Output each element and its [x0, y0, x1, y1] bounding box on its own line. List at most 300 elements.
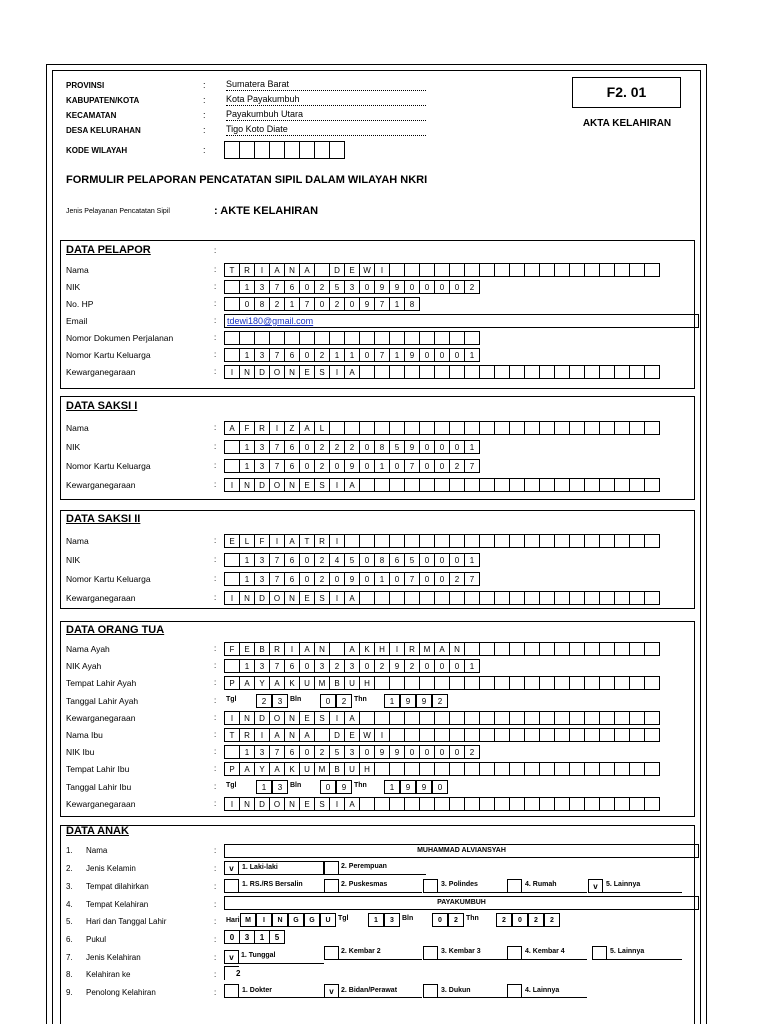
char-cell[interactable] [539, 365, 555, 379]
pukul-cell[interactable]: 3 [239, 930, 255, 944]
char-cell[interactable]: B [329, 762, 345, 776]
char-cell[interactable]: 1 [464, 440, 480, 454]
char-cell[interactable] [404, 591, 420, 605]
char-cell[interactable]: 7 [464, 459, 480, 473]
char-cell[interactable]: I [269, 421, 285, 435]
char-cell[interactable] [509, 711, 525, 725]
char-cell[interactable] [509, 591, 525, 605]
char-cell[interactable] [554, 762, 570, 776]
char-cell[interactable] [374, 591, 390, 605]
char-cell[interactable] [449, 711, 465, 725]
char-cell[interactable]: R [239, 728, 255, 742]
char-cell[interactable] [464, 642, 480, 656]
char-cell[interactable]: K [284, 762, 300, 776]
char-cell[interactable]: 1 [239, 572, 255, 586]
char-cell[interactable]: R [404, 642, 420, 656]
char-cell[interactable] [644, 365, 660, 379]
char-cell[interactable]: 2 [329, 297, 345, 311]
char-cell[interactable] [464, 728, 480, 742]
char-cell[interactable] [344, 421, 360, 435]
char-cell[interactable]: A [344, 797, 360, 811]
char-cell[interactable]: A [239, 762, 255, 776]
char-cell[interactable] [374, 534, 390, 548]
char-cell[interactable] [599, 728, 615, 742]
char-cell[interactable]: 0 [419, 553, 435, 567]
char-cell[interactable] [524, 797, 540, 811]
char-cell[interactable] [449, 762, 465, 776]
char-cell[interactable] [554, 797, 570, 811]
char-cell[interactable] [449, 591, 465, 605]
char-cell[interactable] [449, 676, 465, 690]
char-cell[interactable] [524, 591, 540, 605]
char-cell[interactable] [494, 421, 510, 435]
char-cell[interactable] [554, 263, 570, 277]
char-cell[interactable]: 1 [464, 659, 480, 673]
char-cell[interactable] [539, 642, 555, 656]
char-cell[interactable] [584, 365, 600, 379]
char-cell[interactable]: I [224, 478, 240, 492]
char-cell[interactable] [359, 365, 375, 379]
char-cell[interactable]: H [374, 642, 390, 656]
char-cell[interactable]: 1 [239, 745, 255, 759]
char-cell[interactable] [509, 642, 525, 656]
char-cell[interactable]: 5 [404, 553, 420, 567]
char-cell[interactable]: 9 [389, 745, 405, 759]
char-cell[interactable] [389, 591, 405, 605]
char-cell[interactable] [419, 534, 435, 548]
char-cell[interactable] [419, 797, 435, 811]
char-cell[interactable] [479, 797, 495, 811]
char-cell[interactable]: 9 [374, 745, 390, 759]
char-cell[interactable]: 3 [254, 280, 270, 294]
char-cell[interactable] [419, 711, 435, 725]
char-cell[interactable]: 7 [269, 553, 285, 567]
char-cell[interactable]: 3 [314, 659, 330, 673]
char-cell[interactable] [434, 591, 450, 605]
char-cell[interactable]: 1 [239, 440, 255, 454]
char-cell[interactable] [644, 478, 660, 492]
char-cell[interactable] [629, 534, 645, 548]
char-cell[interactable]: Y [254, 762, 270, 776]
char-cell[interactable] [494, 728, 510, 742]
char-cell[interactable]: D [254, 591, 270, 605]
char-cell[interactable] [374, 331, 390, 345]
char-cell[interactable] [389, 263, 405, 277]
char-cell[interactable]: E [299, 797, 315, 811]
char-cell[interactable] [464, 331, 480, 345]
char-cell[interactable] [359, 421, 375, 435]
char-cell[interactable] [509, 263, 525, 277]
char-cell[interactable]: E [224, 534, 240, 548]
char-cell[interactable]: 1 [374, 572, 390, 586]
char-cell[interactable] [599, 263, 615, 277]
char-cell[interactable]: A [239, 676, 255, 690]
char-cell[interactable] [539, 421, 555, 435]
char-cell[interactable] [584, 642, 600, 656]
char-cell[interactable] [584, 762, 600, 776]
char-cell[interactable] [614, 762, 630, 776]
char-cell[interactable] [629, 478, 645, 492]
char-cell[interactable] [599, 591, 615, 605]
char-cell[interactable]: D [329, 728, 345, 742]
char-cell[interactable]: 7 [404, 572, 420, 586]
char-cell[interactable] [644, 642, 660, 656]
char-cell[interactable]: A [344, 591, 360, 605]
char-cell[interactable]: 2 [329, 659, 345, 673]
char-cell[interactable] [419, 263, 435, 277]
char-cell[interactable] [509, 676, 525, 690]
char-cell[interactable]: 9 [344, 572, 360, 586]
char-cell[interactable]: I [329, 478, 345, 492]
char-cell[interactable]: E [344, 263, 360, 277]
char-cell[interactable] [389, 534, 405, 548]
char-cell[interactable] [539, 478, 555, 492]
date-cell[interactable]: 9 [400, 780, 416, 794]
char-cell[interactable]: 0 [434, 553, 450, 567]
char-cell[interactable] [569, 591, 585, 605]
cell[interactable] [269, 141, 285, 159]
char-cell[interactable] [464, 534, 480, 548]
char-cell[interactable]: I [329, 591, 345, 605]
char-cell[interactable]: E [239, 642, 255, 656]
char-cell[interactable]: N [284, 728, 300, 742]
char-cell[interactable]: 0 [434, 572, 450, 586]
char-cell[interactable] [554, 711, 570, 725]
char-cell[interactable]: U [299, 676, 315, 690]
char-cell[interactable] [614, 642, 630, 656]
char-cell[interactable]: 2 [314, 553, 330, 567]
char-cell[interactable]: 2 [314, 745, 330, 759]
char-cell[interactable]: 0 [449, 659, 465, 673]
checkbox[interactable] [224, 879, 239, 893]
char-cell[interactable]: N [239, 711, 255, 725]
char-cell[interactable]: O [269, 797, 285, 811]
char-cell[interactable]: T [299, 534, 315, 548]
char-cell[interactable] [389, 421, 405, 435]
char-cell[interactable]: A [284, 534, 300, 548]
char-cell[interactable]: F [239, 421, 255, 435]
char-cell[interactable] [569, 797, 585, 811]
char-cell[interactable]: 0 [344, 297, 360, 311]
char-cell[interactable] [614, 421, 630, 435]
char-cell[interactable] [644, 711, 660, 725]
char-cell[interactable]: E [299, 591, 315, 605]
char-cell[interactable] [359, 331, 375, 345]
char-cell[interactable]: U [344, 762, 360, 776]
char-cell[interactable] [494, 762, 510, 776]
char-cell[interactable] [404, 263, 420, 277]
char-cell[interactable]: 0 [329, 459, 345, 473]
date-cell[interactable]: 9 [416, 780, 432, 794]
char-cell[interactable] [494, 534, 510, 548]
char-cell[interactable] [224, 297, 240, 311]
char-cell[interactable]: 0 [299, 553, 315, 567]
char-cell[interactable]: I [329, 365, 345, 379]
char-cell[interactable] [644, 421, 660, 435]
char-cell[interactable] [479, 534, 495, 548]
date-cell[interactable]: 1 [384, 694, 400, 708]
char-cell[interactable] [644, 762, 660, 776]
char-cell[interactable]: 0 [449, 348, 465, 362]
char-cell[interactable]: 6 [284, 659, 300, 673]
char-cell[interactable]: 0 [419, 745, 435, 759]
char-cell[interactable]: 9 [389, 659, 405, 673]
char-cell[interactable]: 9 [359, 297, 375, 311]
char-cell[interactable] [419, 676, 435, 690]
char-cell[interactable] [419, 728, 435, 742]
char-cell[interactable]: 5 [344, 553, 360, 567]
date-cell[interactable]: 0 [320, 780, 336, 794]
char-cell[interactable] [599, 534, 615, 548]
char-cell[interactable]: 0 [359, 280, 375, 294]
char-cell[interactable] [359, 591, 375, 605]
char-cell[interactable] [494, 642, 510, 656]
char-cell[interactable] [359, 797, 375, 811]
char-cell[interactable] [224, 553, 240, 567]
hari-cell[interactable]: M [240, 913, 256, 927]
char-cell[interactable] [584, 711, 600, 725]
char-cell[interactable] [569, 478, 585, 492]
char-cell[interactable] [569, 263, 585, 277]
char-cell[interactable] [599, 676, 615, 690]
char-cell[interactable]: E [299, 711, 315, 725]
char-cell[interactable]: A [224, 421, 240, 435]
char-cell[interactable] [434, 365, 450, 379]
char-cell[interactable] [524, 421, 540, 435]
char-cell[interactable] [494, 478, 510, 492]
char-cell[interactable] [374, 676, 390, 690]
char-cell[interactable] [629, 711, 645, 725]
char-cell[interactable] [524, 642, 540, 656]
date-cell[interactable]: 0 [432, 913, 448, 927]
char-cell[interactable]: P [224, 762, 240, 776]
char-cell[interactable] [629, 263, 645, 277]
char-cell[interactable] [599, 478, 615, 492]
char-cell[interactable]: 8 [254, 297, 270, 311]
char-cell[interactable]: W [359, 263, 375, 277]
char-cell[interactable]: 1 [239, 659, 255, 673]
char-cell[interactable] [434, 728, 450, 742]
char-cell[interactable] [404, 797, 420, 811]
char-cell[interactable]: M [419, 642, 435, 656]
char-cell[interactable] [419, 331, 435, 345]
char-cell[interactable] [584, 478, 600, 492]
checkbox[interactable] [324, 861, 339, 875]
char-cell[interactable]: D [254, 478, 270, 492]
char-cell[interactable]: 7 [269, 440, 285, 454]
char-cell[interactable] [509, 797, 525, 811]
char-cell[interactable] [464, 676, 480, 690]
char-cell[interactable] [524, 728, 540, 742]
char-cell[interactable] [434, 711, 450, 725]
char-cell[interactable] [389, 365, 405, 379]
checkbox[interactable] [592, 946, 607, 960]
char-cell[interactable] [269, 331, 285, 345]
char-cell[interactable]: 2 [464, 745, 480, 759]
cell[interactable] [284, 141, 300, 159]
char-cell[interactable] [539, 711, 555, 725]
char-cell[interactable]: N [239, 478, 255, 492]
char-cell[interactable] [509, 421, 525, 435]
char-cell[interactable] [569, 676, 585, 690]
char-cell[interactable] [494, 711, 510, 725]
char-cell[interactable] [224, 459, 240, 473]
char-cell[interactable] [404, 478, 420, 492]
char-cell[interactable]: 0 [449, 745, 465, 759]
char-cell[interactable]: O [269, 365, 285, 379]
char-cell[interactable]: 6 [284, 745, 300, 759]
char-cell[interactable] [449, 263, 465, 277]
char-cell[interactable] [644, 591, 660, 605]
char-cell[interactable]: 0 [299, 348, 315, 362]
char-cell[interactable]: I [224, 591, 240, 605]
char-cell[interactable]: 5 [329, 745, 345, 759]
char-cell[interactable] [539, 762, 555, 776]
char-cell[interactable]: D [254, 365, 270, 379]
char-cell[interactable] [359, 478, 375, 492]
char-cell[interactable]: N [239, 591, 255, 605]
char-cell[interactable]: 1 [239, 280, 255, 294]
char-cell[interactable]: 6 [284, 440, 300, 454]
char-cell[interactable] [614, 711, 630, 725]
char-cell[interactable] [644, 534, 660, 548]
char-cell[interactable]: I [329, 534, 345, 548]
char-cell[interactable]: S [314, 797, 330, 811]
char-cell[interactable] [224, 745, 240, 759]
char-cell[interactable]: 7 [299, 297, 315, 311]
char-cell[interactable] [434, 421, 450, 435]
char-cell[interactable] [374, 711, 390, 725]
char-cell[interactable]: E [299, 365, 315, 379]
char-cell[interactable] [479, 478, 495, 492]
char-cell[interactable]: R [269, 642, 285, 656]
char-cell[interactable]: 0 [449, 553, 465, 567]
char-cell[interactable] [629, 676, 645, 690]
char-cell[interactable] [569, 534, 585, 548]
date-cell[interactable]: 3 [272, 694, 288, 708]
char-cell[interactable]: I [269, 534, 285, 548]
char-cell[interactable]: 2 [314, 459, 330, 473]
char-cell[interactable]: 7 [464, 572, 480, 586]
char-cell[interactable] [404, 728, 420, 742]
date-cell[interactable]: 1 [256, 780, 272, 794]
char-cell[interactable] [389, 331, 405, 345]
char-cell[interactable]: 3 [254, 348, 270, 362]
char-cell[interactable] [404, 534, 420, 548]
char-cell[interactable] [629, 797, 645, 811]
date-cell[interactable]: 3 [272, 780, 288, 794]
checkbox[interactable] [224, 984, 239, 998]
char-cell[interactable]: S [314, 711, 330, 725]
date-cell[interactable]: 2 [528, 913, 544, 927]
checkbox[interactable] [507, 984, 522, 998]
char-cell[interactable] [404, 676, 420, 690]
checkbox[interactable]: v [224, 950, 239, 964]
char-cell[interactable]: 9 [344, 459, 360, 473]
char-cell[interactable] [584, 591, 600, 605]
date-cell[interactable]: 1 [384, 780, 400, 794]
char-cell[interactable] [464, 478, 480, 492]
char-cell[interactable] [449, 534, 465, 548]
char-cell[interactable]: K [284, 676, 300, 690]
char-cell[interactable]: I [224, 797, 240, 811]
char-cell[interactable]: L [239, 534, 255, 548]
char-cell[interactable] [419, 421, 435, 435]
char-cell[interactable] [449, 421, 465, 435]
char-cell[interactable]: 6 [284, 553, 300, 567]
char-cell[interactable]: N [284, 591, 300, 605]
char-cell[interactable] [404, 365, 420, 379]
char-cell[interactable]: 7 [374, 297, 390, 311]
date-cell[interactable]: 2 [256, 694, 272, 708]
char-cell[interactable]: E [299, 478, 315, 492]
char-cell[interactable] [629, 365, 645, 379]
char-cell[interactable]: I [374, 263, 390, 277]
char-cell[interactable] [554, 728, 570, 742]
char-cell[interactable] [464, 797, 480, 811]
char-cell[interactable]: I [254, 728, 270, 742]
char-cell[interactable]: B [254, 642, 270, 656]
char-cell[interactable] [599, 642, 615, 656]
date-cell[interactable]: 9 [400, 694, 416, 708]
char-cell[interactable]: 0 [359, 440, 375, 454]
char-cell[interactable]: N [284, 365, 300, 379]
date-cell[interactable]: 0 [320, 694, 336, 708]
char-cell[interactable]: 5 [329, 280, 345, 294]
char-cell[interactable] [479, 642, 495, 656]
hari-cell[interactable]: G [288, 913, 304, 927]
char-cell[interactable] [524, 762, 540, 776]
char-cell[interactable] [224, 280, 240, 294]
char-cell[interactable]: 0 [359, 659, 375, 673]
char-cell[interactable] [524, 263, 540, 277]
char-cell[interactable] [404, 711, 420, 725]
char-cell[interactable]: A [299, 728, 315, 742]
char-cell[interactable] [554, 421, 570, 435]
char-cell[interactable]: S [314, 365, 330, 379]
char-cell[interactable] [629, 762, 645, 776]
checkbox[interactable]: v [588, 879, 603, 893]
char-cell[interactable] [539, 263, 555, 277]
char-cell[interactable] [479, 421, 495, 435]
char-cell[interactable]: 0 [389, 459, 405, 473]
char-cell[interactable]: 1 [239, 348, 255, 362]
char-cell[interactable] [584, 797, 600, 811]
char-cell[interactable]: N [239, 365, 255, 379]
date-cell[interactable]: 2 [496, 913, 512, 927]
char-cell[interactable] [554, 478, 570, 492]
char-cell[interactable]: 7 [269, 659, 285, 673]
char-cell[interactable] [389, 728, 405, 742]
hari-cell[interactable]: I [256, 913, 272, 927]
char-cell[interactable]: P [224, 676, 240, 690]
char-cell[interactable] [479, 762, 495, 776]
char-cell[interactable] [449, 478, 465, 492]
char-cell[interactable] [479, 263, 495, 277]
char-cell[interactable]: D [254, 797, 270, 811]
char-cell[interactable]: D [329, 263, 345, 277]
char-cell[interactable] [614, 365, 630, 379]
char-cell[interactable] [644, 263, 660, 277]
char-cell[interactable]: F [224, 642, 240, 656]
char-cell[interactable]: A [344, 365, 360, 379]
char-cell[interactable] [404, 421, 420, 435]
char-cell[interactable] [569, 365, 585, 379]
char-cell[interactable]: 1 [389, 297, 405, 311]
char-cell[interactable]: R [254, 421, 270, 435]
char-cell[interactable]: 3 [254, 572, 270, 586]
char-cell[interactable] [614, 534, 630, 548]
